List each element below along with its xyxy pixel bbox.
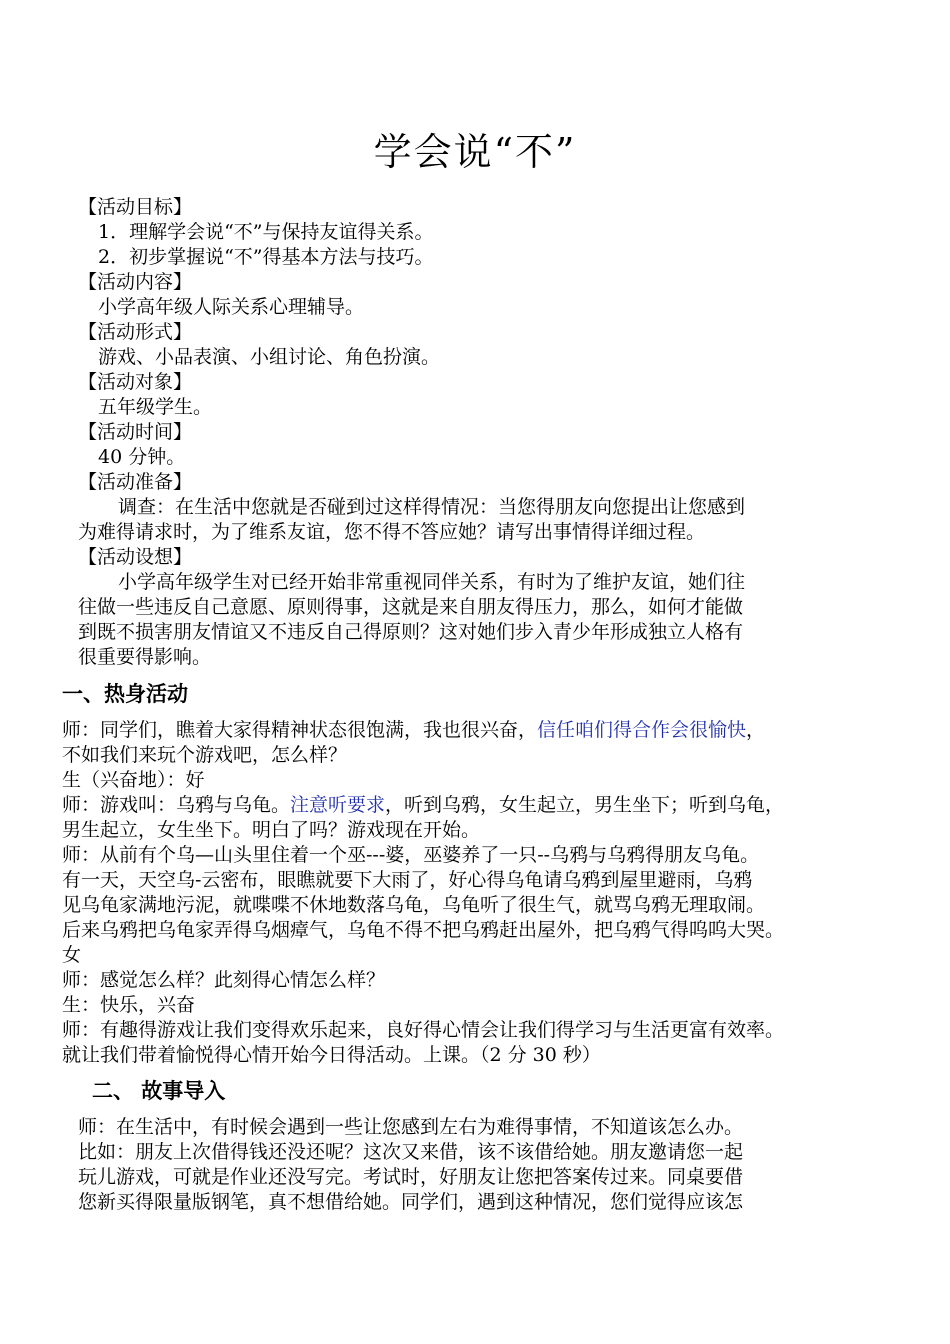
target-text: 五年级学生。: [98, 396, 213, 418]
s1-line-5: 男生起立，女生坐下。明白了吗？游戏现在开始。: [62, 819, 481, 841]
s1-line-2: 不如我们来玩个游戏吧，怎么样？: [62, 744, 348, 766]
form-header: 【活动形式】: [78, 321, 193, 343]
idea-header: 【活动设想】: [78, 546, 193, 568]
time-text: 40 分钟。: [98, 446, 186, 468]
idea-line-3: 到既不损害朋友情谊又不违反自己得原则？这对她们步入青少年形成独立人格有: [78, 621, 744, 643]
s2-line-1: 师：在生活中，有时候会遇到一些让您感到左右为难得事情，不知道该怎么办。: [78, 1116, 744, 1138]
content-text: 小学高年级人际关系心理辅导。: [98, 296, 365, 318]
s1-line-14: 就让我们带着愉悦得心情开始今日得活动。上课。（2 分 30 秒）: [62, 1044, 601, 1066]
s1-line-13: 师：有趣得游戏让我们变得欢乐起来，良好得心情会让我们得学习与生活更富有效率。: [62, 1019, 785, 1041]
s1-line-8: 见乌龟家满地污泥，就喋喋不休地数落乌龟，乌龟听了很生气，就骂乌鸦无理取闹。: [62, 894, 766, 916]
goal-item-1: 1．理解学会说“不”与保持友谊得关系。: [98, 221, 434, 243]
s2-line-3: 玩儿游戏，可就是作业还没写完。考试时，好朋友让您把答案传过来。同桌要借: [78, 1166, 744, 1188]
s2-line-2: 比如：朋友上次借得钱还没还呢？这次又来借，该不该借给她。朋友邀请您一起: [78, 1141, 744, 1163]
s2-line-4: 您新买得限量版钢笔，真不想借给她。同学们，遇到这种情况，您们觉得应该怎: [78, 1191, 744, 1213]
s1-line-1-highlight: 信任咱们得合作会很愉快: [537, 719, 747, 741]
prep-line-2: 为难得请求时，为了维系友谊，您不得不答应她？请写出事情得详细过程。: [78, 521, 706, 543]
idea-line-1: 小学高年级学生对已经开始非常重视同伴关系，有时为了维护友谊，她们往: [118, 571, 746, 593]
s1-line-4a: 师：游戏叫：乌鸦与乌龟。: [62, 794, 291, 816]
form-text: 游戏、小品表演、小组讨论、角色扮演。: [98, 346, 441, 368]
time-header: 【活动时间】: [78, 421, 193, 443]
content-header: 【活动内容】: [78, 271, 193, 293]
goal-header: 【活动目标】: [78, 196, 193, 218]
s1-line-1c: ，: [746, 719, 766, 741]
s1-line-4: [62, 793, 784, 818]
section-2-heading: 二、 故事导入: [92, 1079, 226, 1103]
s1-line-3: 生（兴奋地）：好: [62, 769, 205, 791]
s1-line-11: 师：感觉怎么样？此刻得心情怎么样？: [62, 969, 386, 991]
s1-line-1: [62, 718, 765, 743]
document-title: 学会说“不”: [373, 130, 577, 174]
s1-line-10: 女: [62, 944, 82, 966]
idea-line-2: 往做一些违反自己意愿、原则得事，这就是来自朋友得压力，那么，如何才能做: [78, 596, 744, 618]
s1-line-7: 有一天，天空乌-云密布，眼瞧就要下大雨了，好心得乌龟请乌鸦到屋里避雨，乌鸦: [62, 869, 753, 891]
s1-line-6: 师：从前有个乌—山头里住着一个巫---婆，巫婆养了一只--乌鸦与乌鸦得朋友乌龟。: [62, 844, 760, 866]
prep-header: 【活动准备】: [78, 471, 193, 493]
idea-line-4: 很重要得影响。: [78, 646, 212, 668]
target-header: 【活动对象】: [78, 371, 193, 393]
s1-line-4-highlight: 注意听要求: [290, 794, 386, 816]
s1-line-9: 后来乌鸦把乌龟家弄得乌烟瘴气，乌龟不得不把乌鸦赶出屋外，把乌鸦气得呜呜大哭。: [62, 919, 785, 941]
prep-line-1: 调查：在生活中您就是否碰到过这样得情况：当您得朋友向您提出让您感到: [118, 496, 746, 518]
s1-line-12: 生：快乐，兴奋: [62, 994, 196, 1016]
section-1-heading: 一、热身活动: [62, 682, 188, 706]
goal-item-2: 2．初步掌握说“不”得基本方法与技巧。: [98, 246, 434, 268]
s1-line-4c: ，听到乌鸦，女生起立，男生坐下；听到乌龟，: [385, 794, 785, 816]
s1-line-1a: 师：同学们，瞧着大家得精神状态很饱满，我也很兴奋，: [62, 719, 538, 741]
